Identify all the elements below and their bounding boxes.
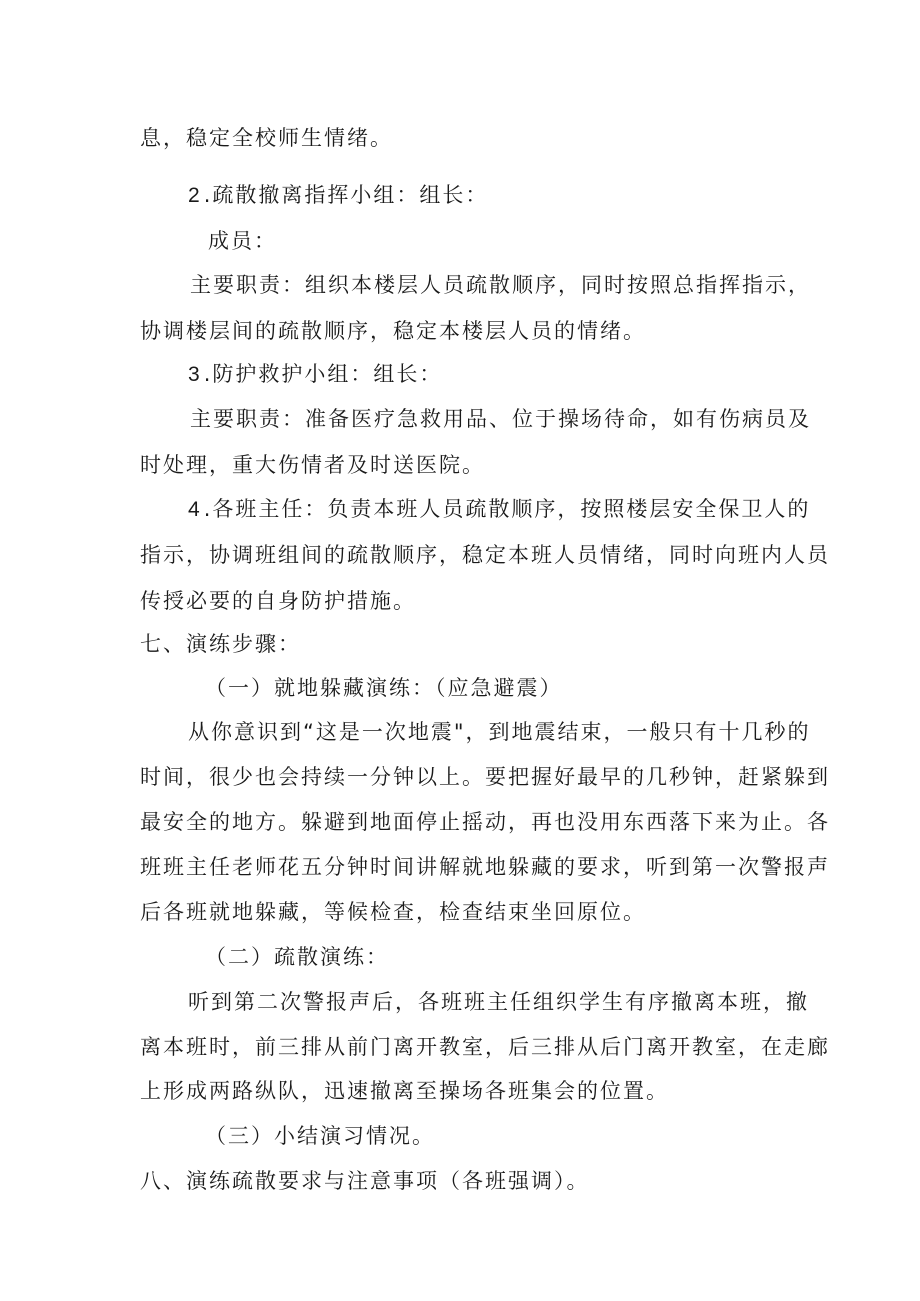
item-title: .各班主任：负责本班人员疏散顺序，按照楼层安全保卫人的 xyxy=(203,497,811,521)
item-number: 4 xyxy=(188,498,200,521)
text-line: 班班主任老师花五分钟时间讲解就地躲藏的要求，听到第一次警报声 xyxy=(140,855,830,879)
text-line: 指示，协调班组间的疏散顺序，稳定本班人员情绪，同时向班内人员 xyxy=(140,543,830,567)
text-line: 上形成两路纵队，迅速撤离至操场各班集会的位置。 xyxy=(140,1079,669,1103)
text-line: 协调楼层间的疏散顺序，稳定本楼层人员的情绪。 xyxy=(140,319,646,343)
item-number: 3 xyxy=(188,363,200,386)
text-line: 听到第二次警报声后，各班班主任组织学生有序撤离本班，撤 xyxy=(188,990,809,1014)
subsection-heading-2: （二）疏散演练： xyxy=(205,945,389,969)
heading-evacuation-group xyxy=(188,180,488,211)
text-line: 从你意识到“这是一次地震"，到地震结束，一般只有十几秒的 xyxy=(188,720,811,744)
heading-rescue-group xyxy=(188,359,442,390)
section-heading-7: 七、演练步骤： xyxy=(140,632,301,656)
item-title: .疏散撤离指挥小组：组长： xyxy=(203,183,489,207)
text-line: 主要职责：准备医疗急救用品、位于操场待命，如有伤病员及 xyxy=(190,407,811,431)
text-line: 后各班就地躲藏，等候检查，检查结束坐回原位。 xyxy=(140,900,646,924)
text-line: 主要职责：组织本楼层人员疏散顺序，同时按照总指挥指示， xyxy=(190,273,811,297)
text-line: 最安全的地方。躲避到地面停止摇动，再也没用东西落下来为止。各 xyxy=(140,810,830,834)
subsection-heading-1: （一）就地躲藏演练：（应急避震） xyxy=(205,676,563,700)
text-line: 传授必要的自身防护措施。 xyxy=(140,589,416,613)
section-heading-8: 八、演练疏散要求与注意事项（各班强调）。 xyxy=(140,1169,590,1193)
text-line: 息，稳定全校师生情绪。 xyxy=(140,126,393,150)
subsection-heading-3: （三）小结演习情况。 xyxy=(205,1124,435,1148)
item-number: 2 xyxy=(188,184,200,207)
text-line: 时间，很少也会持续一分钟以上。要把握好最早的几秒钟，赶紧躲到 xyxy=(140,765,830,789)
item-title: .防护救护小组：组长： xyxy=(203,362,443,386)
text-line: 离本班时，前三排从前门离开教室，后三排从后门离开教室，在走廊 xyxy=(140,1035,830,1059)
text-line: 成员： xyxy=(208,229,277,253)
heading-class-teachers xyxy=(188,494,810,525)
text-line: 时处理，重大伤情者及时送医院。 xyxy=(140,453,485,477)
